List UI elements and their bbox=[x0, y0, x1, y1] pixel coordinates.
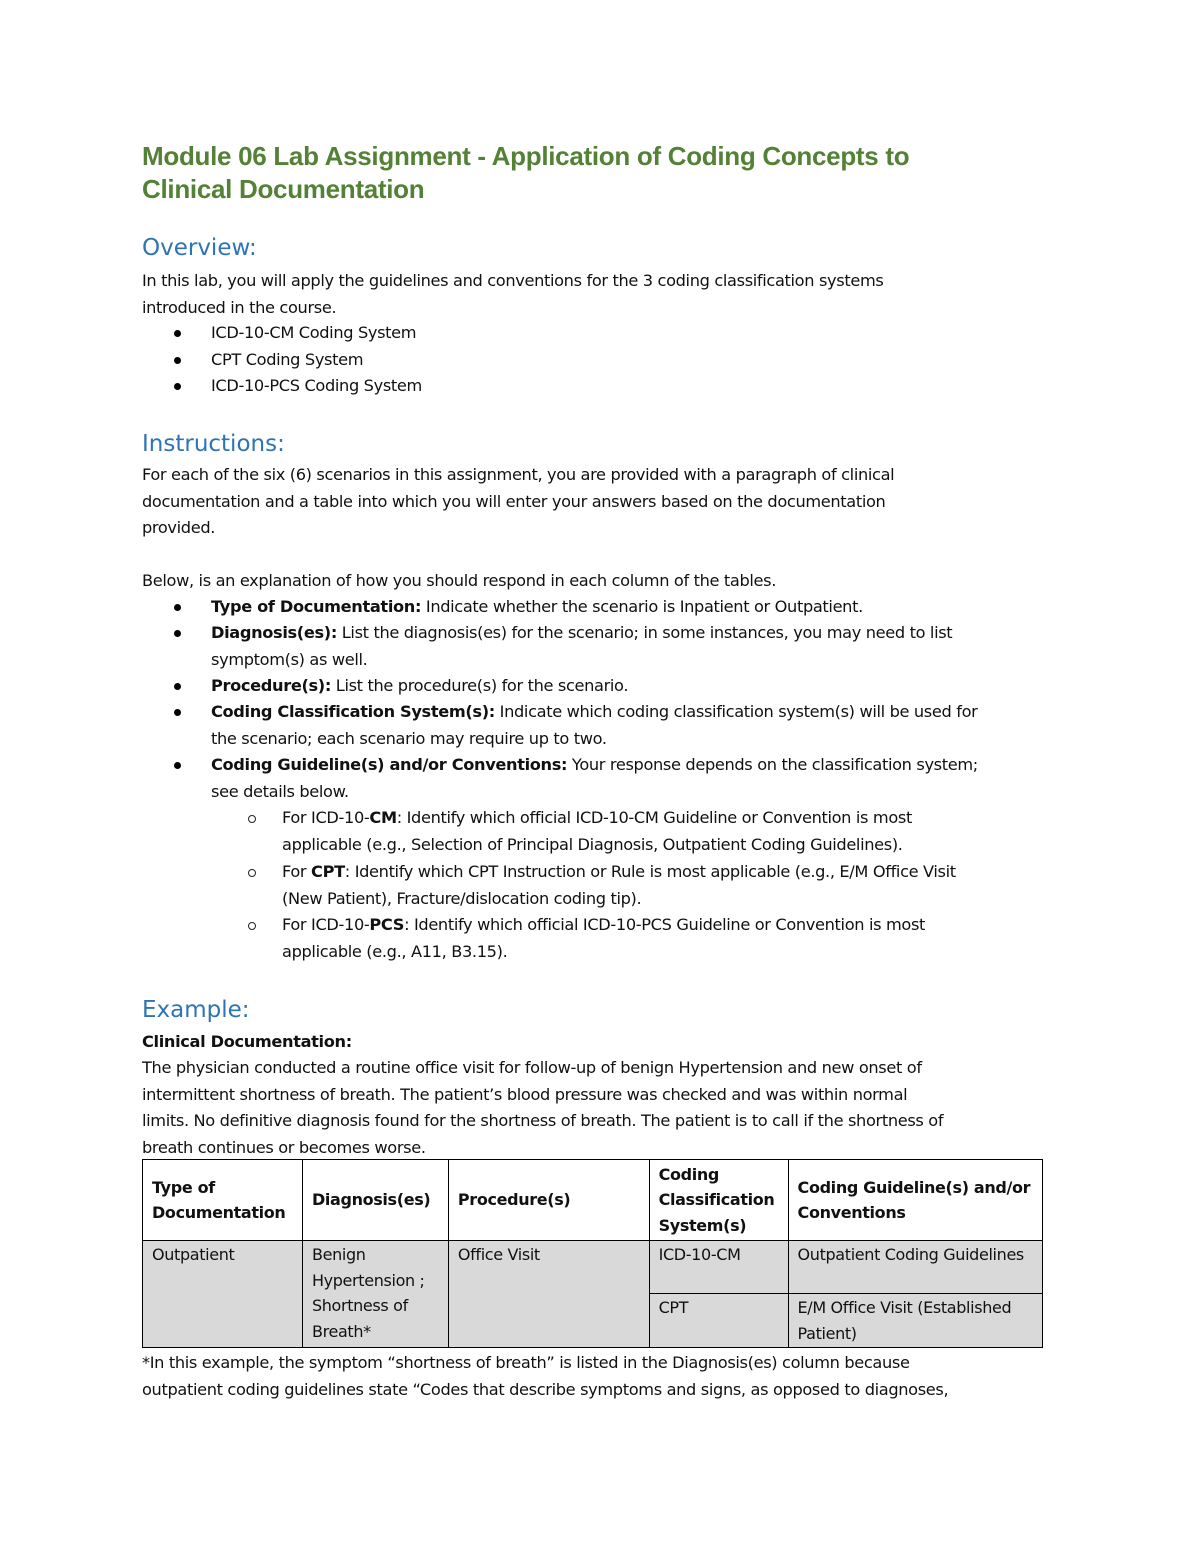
text-line: documentation and a table into which you will enter your answers based on the documentation bbox=[142, 491, 886, 511]
item-label: Coding Guideline(s) and/or Conventions: bbox=[211, 755, 568, 774]
item-text: List the diagnosis(es) for the scenario; in some instances, you may need to list bbox=[336, 623, 953, 642]
header-cell: Type of Documentation bbox=[143, 1160, 303, 1241]
list-item: ICD-10-CM Coding System bbox=[211, 323, 417, 342]
list-item bbox=[211, 752, 978, 805]
text-line: limits. No definitive diagnosis found for the shortness of breath. The patient is to call if the shortness of bbox=[142, 1111, 944, 1130]
system-cell: CPT bbox=[649, 1294, 788, 1348]
item-label: CPT bbox=[311, 862, 345, 881]
header-cell: Coding Classification System(s) bbox=[649, 1160, 788, 1241]
bullet-icon bbox=[174, 683, 181, 690]
system-cell: ICD-10-CM bbox=[649, 1241, 788, 1294]
example-heading: Example: bbox=[142, 997, 250, 1023]
sub-bullet-icon bbox=[248, 869, 256, 877]
text-line: provided. bbox=[142, 518, 216, 537]
item-text-cont: symptom(s) as well. bbox=[211, 649, 368, 669]
item-text-cont: applicable (e.g., A11, B3.15). bbox=[282, 941, 508, 961]
text-line: intermittent shortness of breath. The patient’s blood pressure was checked and was within normal bbox=[142, 1084, 908, 1104]
item-text: For ICD-10- bbox=[282, 915, 370, 934]
instructions-intro: Below, is an explanation of how you should respond in each column of the tables. bbox=[142, 571, 777, 590]
guideline-cell: E/M Office Visit (Established Patient) bbox=[788, 1294, 1042, 1348]
sub-list-item bbox=[282, 912, 925, 965]
bullet-icon bbox=[174, 604, 181, 611]
type-cell: Outpatient bbox=[143, 1241, 303, 1348]
header-cell: Procedure(s) bbox=[448, 1160, 649, 1241]
diagnoses-cell: Benign Hypertension ; Shortness of Breath* bbox=[302, 1241, 448, 1348]
item-label: Procedure(s): bbox=[211, 676, 331, 695]
sub-bullet-icon bbox=[248, 815, 256, 823]
footnote bbox=[142, 1350, 1047, 1403]
list-item bbox=[211, 673, 628, 700]
item-label: Coding Classification System(s): bbox=[211, 702, 495, 721]
item-text: Indicate whether the scenario is Inpatient or Outpatient. bbox=[421, 597, 863, 616]
text-line: outpatient coding guidelines state “Codes that describe symptoms and signs, as opposed to diagnoses, bbox=[142, 1379, 949, 1399]
item-text: For bbox=[282, 862, 312, 881]
list-item bbox=[211, 594, 863, 621]
item-text: : Identify which official ICD-10-PCS Guideline or Convention is most bbox=[404, 915, 926, 934]
clinical-documentation-label: Clinical Documentation: bbox=[142, 1032, 352, 1051]
bullet-icon bbox=[174, 330, 181, 337]
text-line: In this lab, you will apply the guidelines and conventions for the 3 coding classification systems bbox=[142, 271, 884, 290]
clinical-documentation-text bbox=[142, 1055, 1047, 1161]
document-title bbox=[142, 140, 1042, 206]
overview-paragraph bbox=[142, 268, 1047, 321]
item-text-cont: the scenario; each scenario may require up to two. bbox=[211, 728, 607, 748]
guideline-cell: Outpatient Coding Guidelines bbox=[788, 1241, 1042, 1294]
item-text: Your response depends on the classification system; bbox=[567, 755, 978, 774]
item-text-cont: (New Patient), Fracture/dislocation coding tip). bbox=[282, 888, 642, 908]
bullet-icon bbox=[174, 383, 181, 390]
item-text: : Identify which CPT Instruction or Rule is most applicable (e.g., E/M Office Visit bbox=[344, 862, 956, 881]
bullet-icon bbox=[174, 630, 181, 637]
overview-heading: Overview: bbox=[142, 235, 257, 261]
item-label: Diagnosis(es): bbox=[211, 623, 337, 642]
text-line: For each of the six (6) scenarios in this assignment, you are provided with a paragraph of clinical bbox=[142, 465, 895, 484]
example-table bbox=[142, 1159, 1043, 1348]
bullet-icon bbox=[174, 709, 181, 716]
text-line: *In this example, the symptom “shortness of breath” is listed in the Diagnosis(es) column because bbox=[142, 1353, 910, 1372]
item-label: CM bbox=[369, 808, 397, 827]
item-text-cont: applicable (e.g., Selection of Principal Diagnosis, Outpatient Coding Guidelines). bbox=[282, 834, 903, 854]
list-item bbox=[211, 620, 952, 673]
list-item bbox=[211, 699, 977, 752]
title-line-2: Clinical Documentation bbox=[142, 174, 425, 204]
table-header-row bbox=[143, 1160, 1043, 1241]
item-label: Type of Documentation: bbox=[211, 597, 422, 616]
item-text: Indicate which coding classification system(s) will be used for bbox=[494, 702, 978, 721]
list-item: CPT Coding System bbox=[211, 350, 364, 369]
text-line: The physician conducted a routine office visit for follow-up of benign Hypertension and new onset of bbox=[142, 1058, 922, 1077]
sub-list-item bbox=[282, 805, 912, 858]
header-cell: Diagnosis(es) bbox=[302, 1160, 448, 1241]
sub-bullet-icon bbox=[248, 922, 256, 930]
title-line-1: Module 06 Lab Assignment - Application of Coding Concepts to bbox=[142, 141, 910, 171]
procedure-cell: Office Visit bbox=[448, 1241, 649, 1348]
instructions-heading: Instructions: bbox=[142, 431, 285, 457]
table-row bbox=[143, 1241, 1043, 1294]
instructions-paragraph bbox=[142, 462, 1047, 542]
item-text-cont: see details below. bbox=[211, 781, 349, 801]
text-line: introduced in the course. bbox=[142, 297, 337, 317]
bullet-icon bbox=[174, 357, 181, 364]
header-cell: Coding Guideline(s) and/or Conventions bbox=[788, 1160, 1042, 1241]
item-text: For ICD-10- bbox=[282, 808, 370, 827]
item-label: PCS bbox=[369, 915, 405, 934]
item-text: : Identify which official ICD-10-CM Guideline or Convention is most bbox=[396, 808, 912, 827]
sub-list-item bbox=[282, 859, 956, 912]
list-item: ICD-10-PCS Coding System bbox=[211, 376, 422, 395]
text-line: breath continues or becomes worse. bbox=[142, 1137, 426, 1157]
bullet-icon bbox=[174, 762, 181, 769]
item-text: List the procedure(s) for the scenario. bbox=[330, 676, 629, 695]
